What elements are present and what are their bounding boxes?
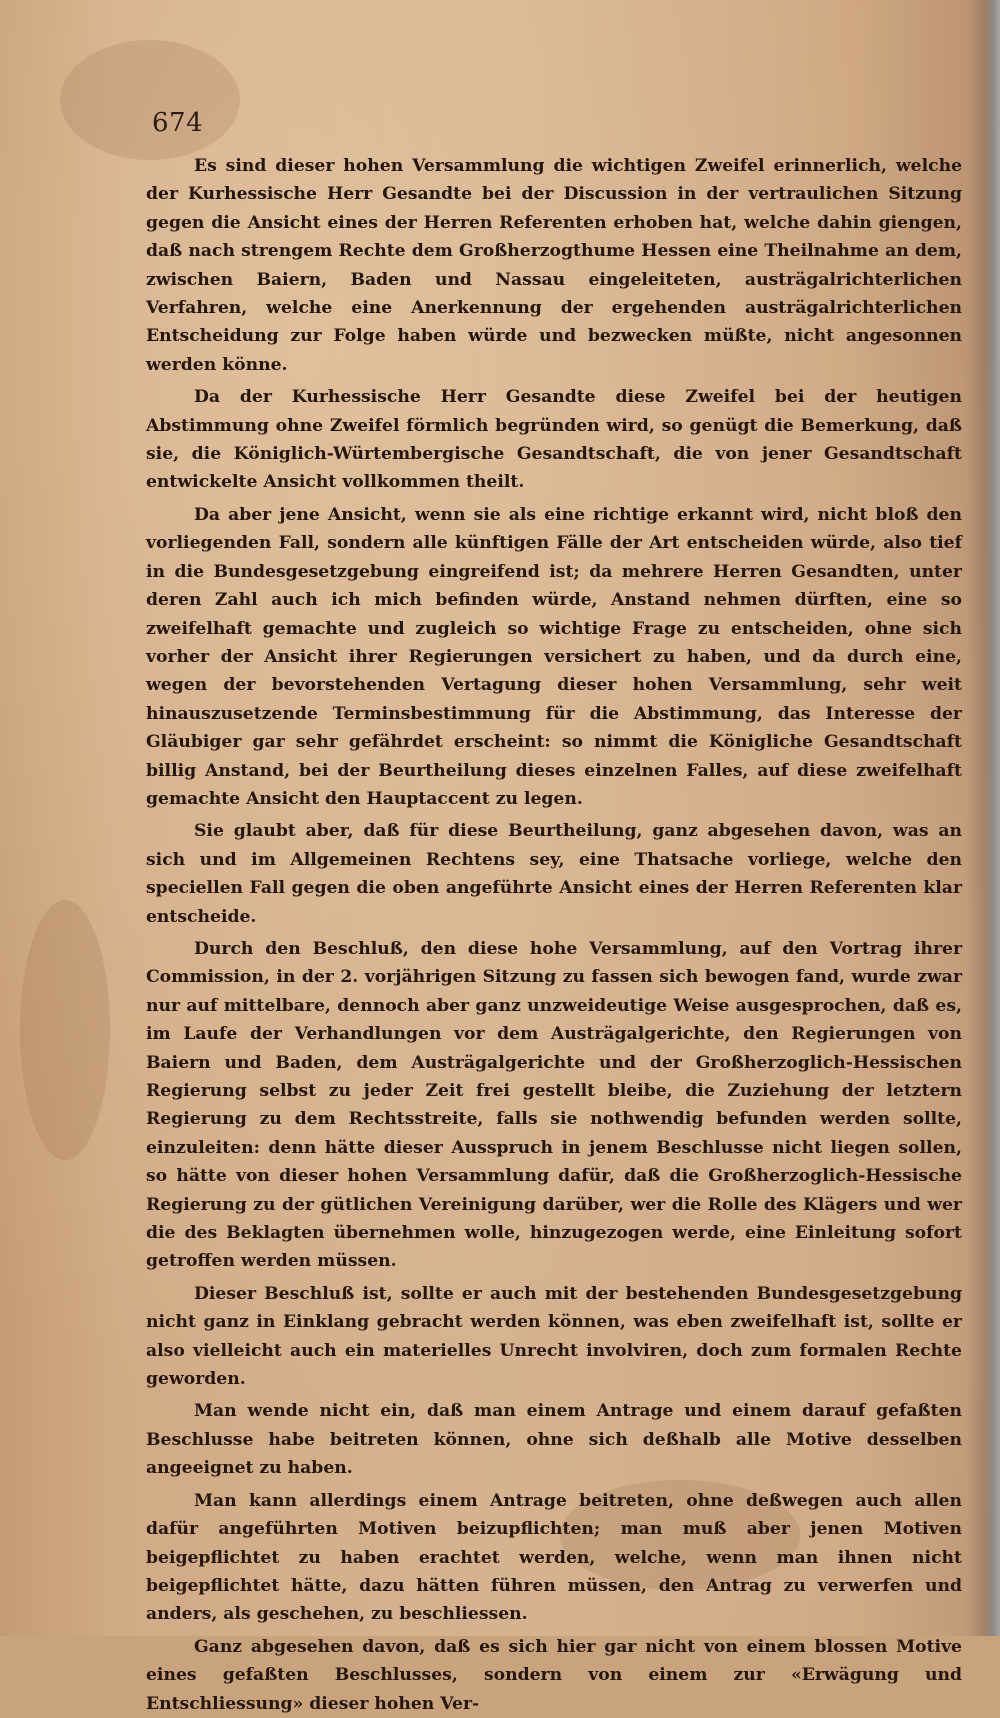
paragraph: Da der Kurhessische Herr Gesandte diese Zweifel bei der heutigen Abstimmung ohne Zweifel förmlich begründen wird, so genügt die Bemerkung, daß sie, die Königlich-Würtembergische Gesandtschaft, die von jener Gesandtschaft entwickelte Ansicht vollkommen theilt. bbox=[146, 387, 962, 493]
page-number: 674 bbox=[152, 108, 204, 138]
paragraph: Ganz abgesehen davon, daß es sich hier gar nicht von einem blossen Motive eines gefaßten Beschlusses, sondern von einem zur «Erwägung und Entschliessung» dieser hohen Ver- bbox=[146, 1636, 962, 1714]
paragraph: Man wende nicht ein, daß man einem Antrage und einem darauf gefaßten Beschlusse habe beitreten können, ohne sich deßhalb alle Motive desselben angeeignet zu haben. bbox=[146, 1401, 962, 1479]
paragraph: Sie glaubt aber, daß für diese Beurtheilung, ganz abgesehen davon, was an sich und im Allgemeinen Rechtens sey, eine Thatsache vorliege, welche den speciellen Fall gegen die oben angeführte Ansicht eines der Herren Referenten klar entscheide. bbox=[146, 821, 962, 927]
paragraph: Durch den Beschluß, den diese hohe Versammlung, auf den Vortrag ihrer Commission, in der 2. vorjährigen Sitzung zu fassen sich bewogen fand, wurde zwar nur auf mittelbare, dennoch aber ganz unzweideutige Weise ausgesprochen, daß es, im Laufe der Verhandlungen vor dem Austrägalgerichte, den Regierungen von Baiern und Baden, dem Austrägalgerichte und der Großherzoglich-Hessischen Regierung selbst zu jeder Zeit frei gestellt bleibe, die Zuziehung der letztern Regierung zu dem Rechtsstreite, falls sie nothwendig befunden werden sollte, einzuleiten: denn hätte dieser Ausspruch in jenem Beschlusse nicht liegen sollen, so hätte von dieser hohen Versammlung dafür, daß die Großherzoglich-Hessische Regierung zu der gütlichen Vereinigung darüber, wer die Rolle des Klägers und wer die des Beklagten übernehmen wolle, hinzugezogen werde, eine Einleitung sofort getroffen werden müssen. bbox=[146, 938, 962, 1272]
body-text bbox=[146, 152, 962, 1718]
paragraph: Es sind dieser hohen Versammlung die wichtigen Zweifel erinnerlich, welche der Kurhessische Herr Gesandte bei der Discussion in der vertraulichen Sitzung gegen die Ansicht eines der Herren Referenten erhoben hat, welche dahin giengen, daß nach strengem Rechte dem Großherzogthume Hessen eine Theilnahme an dem, zwischen Baiern, Baden und Nassau eingeleiteten, austrägalrichterlichen Verfahren, welche eine Anerkennung der ergehenden austrägalrichterlichen Entscheidung zur Folge haben würde und bezwecken müßte, nicht angesonnen werden könne. bbox=[146, 156, 962, 375]
paper-stain bbox=[20, 900, 110, 1160]
paragraph: Da aber jene Ansicht, wenn sie als eine richtige erkannt wird, nicht bloß den vorliegenden Fall, sondern alle künftigen Fälle der Art entscheiden würde, also tief in die Bundesgesetzgebung eingreifend ist; da mehrere Herren Gesandten, unter deren Zahl auch ich mich befinden würde, Anstand nehmen dürften, eine so zweifelhaft gemachte und zugleich so wichtige Frage zu entscheiden, ohne sich vorher der Ansicht ihrer Regierungen versichert zu haben, und da durch eine, wegen der bevorstehenden Vertagung dieser hohen Versammlung, sehr weit hinauszusetzende Terminsbestimmung für die Abstimmung, das Interesse der Gläubiger gar sehr gefährdet erscheint: so nimmt die Königliche Gesandtschaft billig Anstand, bei der Beurtheilung dieses einzelnen Falles, auf diese zweifelhaft gemachte Ansicht den Hauptaccent zu legen. bbox=[146, 504, 962, 809]
paper-stain bbox=[60, 40, 240, 160]
paragraph: Dieser Beschluß ist, sollte er auch mit der bestehenden Bundesgesetzgebung nicht ganz in Einklang gebracht werden können, was eben zweifelhaft ist, sollte er also vielleicht auch ein materielles Unrecht involviren, doch zum formalen Rechte geworden. bbox=[146, 1283, 962, 1390]
page-edge-shadow bbox=[966, 0, 1000, 1636]
paragraph: Man kann allerdings einem Antrage beitreten, ohne deßwegen auch allen dafür angeführten Motiven beizupflichten; man muß aber jenen Motiven beigepflichtet zu haben erachtet werden, welche, wenn man ihnen nicht beigepflichtet hätte, dazu hätten führen müssen, den Antrag zu verwerfen und anders, als geschehen, zu beschliessen. bbox=[146, 1490, 962, 1625]
